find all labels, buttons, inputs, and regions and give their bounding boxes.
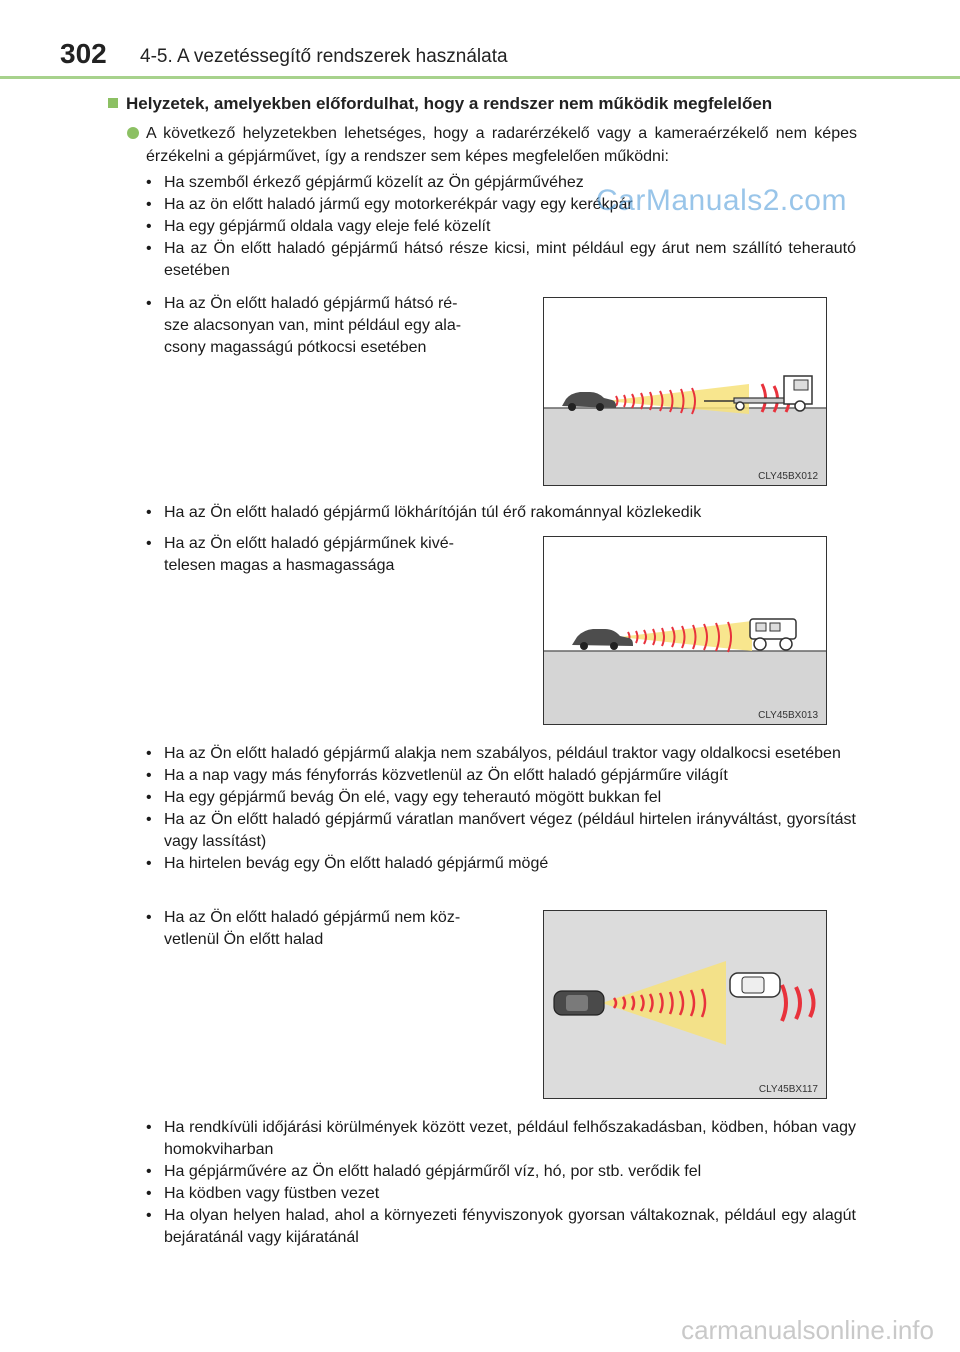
bullet-fig1 xyxy=(146,293,526,359)
page-number: 302 xyxy=(60,38,107,69)
list-item: • Ha az Ön előtt haladó gépjármű nem köz- vetlenül Ön előtt halad xyxy=(146,907,526,951)
list-item: • Ha az Ön előtt haladó gépjárműnek kivé- telesen magas a hasmagassága xyxy=(146,533,526,577)
header-rule xyxy=(0,76,960,79)
list-item: • Ha az ön előtt haladó jármű egy motorkerékpár vagy egy kerékpár xyxy=(146,194,856,216)
figure-low-trailer xyxy=(543,297,827,486)
chapter-title: 4-5. A vezetéssegítő rendszerek használata xyxy=(140,46,508,67)
watermark: CarManuals2.com xyxy=(596,184,847,217)
circle-bullet-icon xyxy=(127,127,139,139)
list-item: • Ha egy gépjármű oldala vagy eleje felé közelít xyxy=(146,216,856,238)
offset-vehicle-illustration xyxy=(544,911,826,1098)
high-clearance-illustration xyxy=(544,537,826,724)
svg-text:CLY45BX013: CLY45BX013 xyxy=(758,710,818,721)
list-item: • Ha gépjárművére az Ön előtt haladó gépjárműről víz, hó, por stb. verődik fel xyxy=(146,1161,856,1183)
bullet-fig2 xyxy=(146,533,526,577)
list-item: • Ha ködben vagy füstben vezet xyxy=(146,1183,856,1205)
bullet-list-4 xyxy=(146,1117,856,1249)
square-bullet-icon xyxy=(108,98,118,108)
bullet-after-fig1 xyxy=(146,502,856,524)
figure-high-clearance xyxy=(543,536,827,725)
list-item: • Ha rendkívüli időjárási körülmények között vezet, például felhőszakadásban, ködben, hóban vagy homokviharban xyxy=(146,1117,856,1161)
low-trailer-illustration xyxy=(544,298,826,485)
bullet-fig3 xyxy=(146,907,526,951)
list-item: • Ha az Ön előtt haladó gépjármű váratlan manővert végez (például hirtelen irányváltást, gyorsítást vagy lassítást) xyxy=(146,809,856,853)
footer-watermark: carmanualsonline.info xyxy=(681,1315,934,1345)
section-title: Helyzetek, amelyekben előfordulhat, hogy a rendszer nem működik megfelelően xyxy=(108,94,772,114)
list-item: • Ha az Ön előtt haladó gépjármű hátsó része kicsi, mint például egy árut nem szállító teherautó esetében xyxy=(146,238,856,282)
list-item: • Ha a nap vagy más fényforrás közvetlenül az Ön előtt haladó gépjárműre világít xyxy=(146,765,856,787)
list-item: • Ha olyan helyen halad, ahol a környezeti fényviszonyok gyorsan váltakoznak, például egy alagút bejáratánál vagy kijáratánál xyxy=(146,1205,856,1249)
bullet-list-3 xyxy=(146,743,856,875)
list-item: • Ha az Ön előtt haladó gépjármű hátsó ré- sze alacsonyan van, mint például egy ala- csony magasságú pótkocsi esetében xyxy=(146,293,526,359)
intro-paragraph: A következő helyzetekben lehetséges, hogy a radarérzékelő vagy a kameraérzékelő nem képes érzékelni a gépjárművet, így a rendszer sem képes megfelelően működni: xyxy=(127,122,857,168)
list-item: • Ha az Ön előtt haladó gépjármű lökhárítóján túl érő rakománnyal közlekedik xyxy=(146,502,856,524)
svg-text:CLY45BX117: CLY45BX117 xyxy=(758,1084,818,1095)
list-item: • Ha hirtelen bevág egy Ön előtt haladó gépjármű mögé xyxy=(146,853,856,875)
list-item: • Ha egy gépjármű bevág Ön elé, vagy egy teherautó mögött bukkan fel xyxy=(146,787,856,809)
page-header xyxy=(0,0,960,80)
list-item: • Ha szemből érkező gépjármű közelít az Ön gépjárművéhez xyxy=(146,172,856,194)
figure-offset-vehicle xyxy=(543,910,827,1099)
svg-text:CLY45BX012: CLY45BX012 xyxy=(758,471,818,482)
list-item: • Ha az Ön előtt haladó gépjármű alakja nem szabályos, például traktor vagy oldalkocsi esetében xyxy=(146,743,856,765)
